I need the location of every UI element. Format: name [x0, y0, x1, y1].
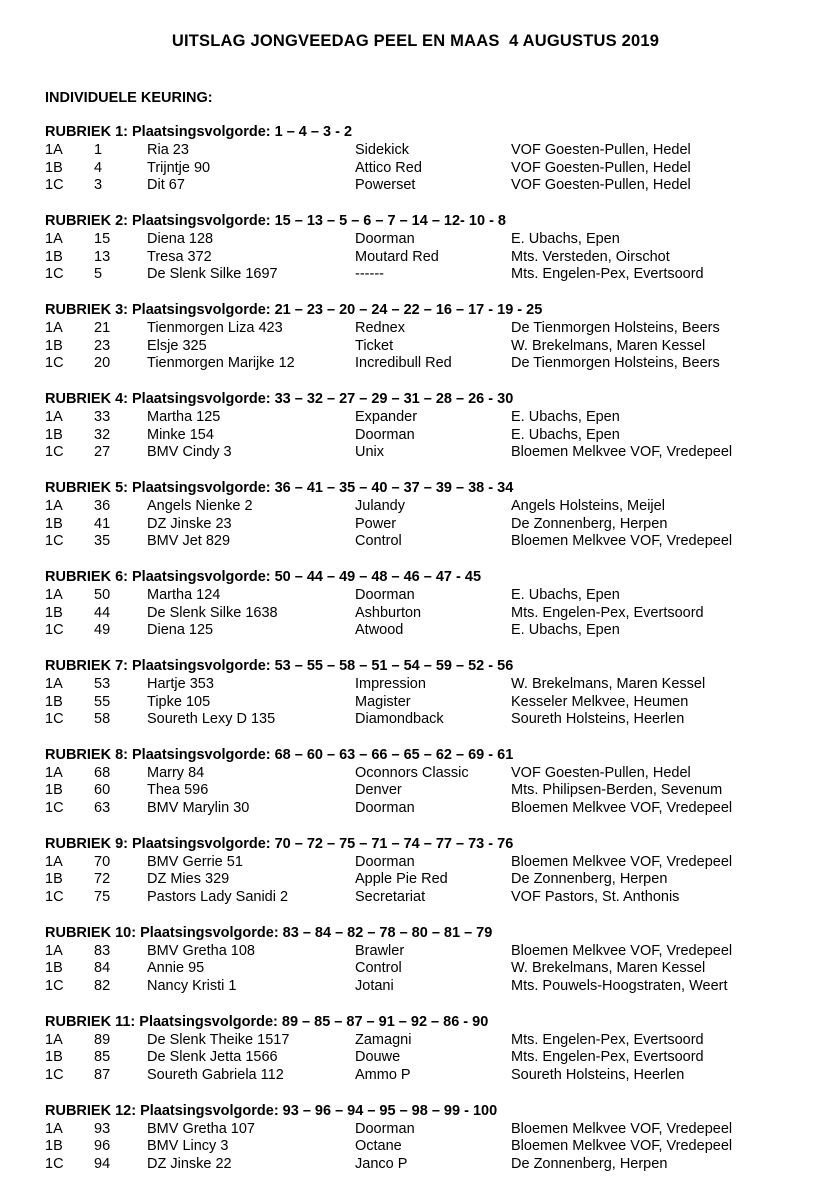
owner-cell: E. Ubachs, Epen — [511, 622, 620, 639]
result-row — [45, 960, 815, 978]
catalog-number-cell: 44 — [94, 604, 111, 621]
catalog-number-cell: 68 — [94, 764, 111, 781]
placement-cell: 1A — [45, 319, 63, 336]
sire-name-cell: Denver — [355, 782, 402, 799]
sire-name-cell: Oconnors Classic — [355, 764, 469, 781]
sire-name-cell: Attico Red — [355, 159, 422, 176]
placement-cell: 1B — [45, 604, 63, 621]
owner-cell: Mts. Engelen-Pex, Evertsoord — [511, 1031, 704, 1048]
owner-cell: W. Brekelmans, Maren Kessel — [511, 960, 706, 977]
result-row — [45, 943, 815, 961]
catalog-number-cell: 53 — [94, 675, 111, 692]
document-title: UITSLAG JONGVEEDAG PEEL EN MAAS 4 AUGUSTUS 2019 — [171, 32, 660, 50]
result-row — [45, 1032, 815, 1050]
placement-cell: 1C — [45, 978, 64, 995]
animal-name-cell: Tienmorgen Liza 423 — [147, 319, 283, 336]
animal-name-cell: Hartje 353 — [147, 675, 214, 692]
catalog-number-cell: 32 — [94, 426, 111, 443]
result-row — [45, 1121, 815, 1139]
owner-cell: VOF Goesten-Pullen, Hedel — [511, 764, 691, 781]
result-row — [45, 1067, 815, 1085]
rubriek-header: RUBRIEK 10: Plaatsingsvolgorde: 83 – 84 – 82 – 78 – 80 – 81 – 79 — [45, 924, 493, 941]
placement-cell: 1A — [45, 586, 63, 603]
owner-cell: Mts. Pouwels-Hoogstraten, Weert — [511, 978, 728, 995]
owner-cell: VOF Goesten-Pullen, Hedel — [511, 141, 691, 158]
result-row — [45, 160, 815, 178]
catalog-number-cell: 1 — [94, 141, 103, 158]
animal-name-cell: Soureth Gabriela 112 — [147, 1067, 284, 1084]
owner-cell: Mts. Engelen-Pex, Evertsoord — [511, 266, 704, 283]
result-row — [45, 1156, 815, 1174]
result-row — [45, 889, 815, 907]
placement-cell: 1B — [45, 1138, 63, 1155]
rubriek-section — [45, 836, 815, 907]
sire-name-cell: Doorman — [355, 1120, 415, 1137]
animal-name-cell: De Slenk Jetta 1566 — [147, 1049, 278, 1066]
rubriek-section — [45, 391, 815, 462]
sire-name-cell: Janco P — [355, 1156, 408, 1173]
rubriek-header: RUBRIEK 3: Plaatsingsvolgorde: 21 – 23 – 20 – 24 – 22 – 16 – 17 - 19 - 25 — [45, 301, 543, 318]
result-row — [45, 338, 815, 356]
animal-name-cell: Annie 95 — [147, 960, 205, 977]
catalog-number-cell: 83 — [94, 942, 111, 959]
catalog-number-cell: 33 — [94, 408, 111, 425]
placement-cell: 1B — [45, 248, 63, 265]
sire-name-cell: Incredibull Red — [355, 355, 452, 372]
animal-name-cell: De Slenk Silke 1638 — [147, 604, 278, 621]
owner-cell: Mts. Engelen-Pex, Evertsoord — [511, 1049, 704, 1066]
placement-cell: 1C — [45, 533, 64, 550]
catalog-number-cell: 4 — [94, 159, 103, 176]
sire-name-cell: Secretariat — [355, 889, 426, 906]
animal-name-cell: Nancy Kristi 1 — [147, 978, 237, 995]
sire-name-cell: Doorman — [355, 853, 415, 870]
placement-cell: 1A — [45, 764, 63, 781]
catalog-number-cell: 50 — [94, 586, 111, 603]
rubriek-list — [45, 124, 815, 1192]
animal-name-cell: BMV Cindy 3 — [147, 444, 232, 461]
animal-name-cell: Thea 596 — [147, 782, 209, 799]
animal-name-cell: BMV Lincy 3 — [147, 1138, 229, 1155]
sire-name-cell: Control — [355, 533, 402, 550]
animal-name-cell: Diena 128 — [147, 230, 214, 247]
owner-cell: Bloemen Melkvee VOF, Vredepeel — [511, 942, 733, 959]
result-row — [45, 605, 815, 623]
animal-name-cell: Minke 154 — [147, 426, 214, 443]
sire-name-cell: Doorman — [355, 426, 415, 443]
result-row — [45, 266, 815, 284]
sire-name-cell: Expander — [355, 408, 418, 425]
sire-name-cell: Doorman — [355, 800, 415, 817]
rubriek-header: RUBRIEK 6: Plaatsingsvolgorde: 50 – 44 – 49 – 48 – 46 – 47 - 45 — [45, 568, 482, 585]
catalog-number-cell: 3 — [94, 177, 103, 194]
owner-cell: Angels Holsteins, Meijel — [511, 497, 665, 514]
placement-cell: 1A — [45, 853, 63, 870]
owner-cell: Bloemen Melkvee VOF, Vredepeel — [511, 533, 733, 550]
catalog-number-cell: 93 — [94, 1120, 111, 1137]
owner-cell: De Tienmorgen Holsteins, Beers — [511, 355, 720, 372]
placement-cell: 1B — [45, 426, 63, 443]
result-row — [45, 978, 815, 996]
owner-cell: VOF Goesten-Pullen, Hedel — [511, 159, 691, 176]
catalog-number-cell: 49 — [94, 622, 111, 639]
result-row — [45, 142, 815, 160]
result-row — [45, 800, 815, 818]
rubriek-section — [45, 658, 815, 729]
animal-name-cell: DZ Mies 329 — [147, 871, 230, 888]
animal-name-cell: Soureth Lexy D 135 — [147, 711, 276, 728]
result-row — [45, 177, 815, 195]
owner-cell: Soureth Holsteins, Heerlen — [511, 1067, 685, 1084]
sire-name-cell: Unix — [355, 444, 385, 461]
placement-cell: 1B — [45, 159, 63, 176]
result-row — [45, 765, 815, 783]
rubriek-header: RUBRIEK 5: Plaatsingsvolgorde: 36 – 41 – 35 – 40 – 37 – 39 – 38 - 34 — [45, 479, 514, 496]
animal-name-cell: Dit 67 — [147, 177, 185, 194]
sire-name-cell: Powerset — [355, 177, 416, 194]
catalog-number-cell: 96 — [94, 1138, 111, 1155]
owner-cell: Bloemen Melkvee VOF, Vredepeel — [511, 853, 733, 870]
catalog-number-cell: 15 — [94, 230, 111, 247]
sire-name-cell: Ammo P — [355, 1067, 411, 1084]
result-row — [45, 355, 815, 373]
placement-cell: 1C — [45, 1156, 64, 1173]
animal-name-cell: DZ Jinske 23 — [147, 515, 232, 532]
result-row — [45, 711, 815, 729]
sire-name-cell: Doorman — [355, 586, 415, 603]
owner-cell: Mts. Engelen-Pex, Evertsoord — [511, 604, 704, 621]
result-row — [45, 249, 815, 267]
catalog-number-cell: 20 — [94, 355, 111, 372]
result-row — [45, 676, 815, 694]
animal-name-cell: BMV Marylin 30 — [147, 800, 250, 817]
placement-cell: 1C — [45, 444, 64, 461]
animal-name-cell: Marry 84 — [147, 764, 205, 781]
animal-name-cell: Trijntje 90 — [147, 159, 211, 176]
animal-name-cell: BMV Gretha 107 — [147, 1120, 255, 1137]
placement-cell: 1B — [45, 337, 63, 354]
rubriek-section — [45, 569, 815, 640]
result-row — [45, 320, 815, 338]
rubriek-section — [45, 1103, 815, 1174]
animal-name-cell: De Slenk Silke 1697 — [147, 266, 278, 283]
sire-name-cell: Atwood — [355, 622, 404, 639]
catalog-number-cell: 58 — [94, 711, 111, 728]
placement-cell: 1C — [45, 266, 64, 283]
animal-name-cell: Pastors Lady Sanidi 2 — [147, 889, 289, 906]
animal-name-cell: Diena 125 — [147, 622, 214, 639]
rubriek-section — [45, 480, 815, 551]
catalog-number-cell: 82 — [94, 978, 111, 995]
animal-name-cell: Angels Nienke 2 — [147, 497, 253, 514]
owner-cell: E. Ubachs, Epen — [511, 408, 620, 425]
result-row — [45, 587, 815, 605]
placement-cell: 1C — [45, 622, 64, 639]
rubriek-section — [45, 1014, 815, 1085]
sire-name-cell: Doorman — [355, 230, 415, 247]
rubriek-header: RUBRIEK 11: Plaatsingsvolgorde: 89 – 85 – 87 – 91 – 92 – 86 - 90 — [45, 1013, 489, 1030]
owner-cell: E. Ubachs, Epen — [511, 586, 620, 603]
rubriek-header: RUBRIEK 2: Plaatsingsvolgorde: 15 – 13 – 5 – 6 – 7 – 14 – 12- 10 - 8 — [45, 212, 506, 229]
result-row — [45, 516, 815, 534]
catalog-number-cell: 27 — [94, 444, 111, 461]
result-row — [45, 871, 815, 889]
placement-cell: 1C — [45, 177, 64, 194]
placement-cell: 1B — [45, 960, 63, 977]
sire-name-cell: Sidekick — [355, 141, 409, 158]
rubriek-section — [45, 302, 815, 373]
owner-cell: De Zonnenberg, Herpen — [511, 871, 668, 888]
sire-name-cell: Apple Pie Red — [355, 871, 448, 888]
rubriek-section — [45, 124, 815, 195]
rubriek-header: RUBRIEK 9: Plaatsingsvolgorde: 70 – 72 – 75 – 71 – 74 – 77 – 73 - 76 — [45, 835, 514, 852]
catalog-number-cell: 84 — [94, 960, 111, 977]
catalog-number-cell: 89 — [94, 1031, 111, 1048]
catalog-number-cell: 94 — [94, 1156, 111, 1173]
sire-name-cell: Octane — [355, 1138, 402, 1155]
catalog-number-cell: 23 — [94, 337, 111, 354]
animal-name-cell: Ria 23 — [147, 141, 189, 158]
owner-cell: E. Ubachs, Epen — [511, 230, 620, 247]
placement-cell: 1C — [45, 800, 64, 817]
placement-cell: 1C — [45, 355, 64, 372]
animal-name-cell: BMV Gretha 108 — [147, 942, 255, 959]
animal-name-cell: Tipke 105 — [147, 693, 211, 710]
catalog-number-cell: 21 — [94, 319, 111, 336]
result-row — [45, 694, 815, 712]
result-row — [45, 444, 815, 462]
result-row — [45, 622, 815, 640]
placement-cell: 1B — [45, 782, 63, 799]
sire-name-cell: Brawler — [355, 942, 405, 959]
catalog-number-cell: 72 — [94, 871, 111, 888]
rubriek-section — [45, 747, 815, 818]
placement-cell: 1B — [45, 693, 63, 710]
placement-cell: 1A — [45, 230, 63, 247]
placement-cell: 1C — [45, 889, 64, 906]
sire-name-cell: Jotani — [355, 978, 394, 995]
rubriek-header: RUBRIEK 1: Plaatsingsvolgorde: 1 – 4 – 3 - 2 — [45, 124, 353, 140]
owner-cell: E. Ubachs, Epen — [511, 426, 620, 443]
catalog-number-cell: 36 — [94, 497, 111, 514]
animal-name-cell: Elsje 325 — [147, 337, 207, 354]
catalog-number-cell: 35 — [94, 533, 111, 550]
animal-name-cell: DZ Jinske 22 — [147, 1156, 232, 1173]
sire-name-cell: Julandy — [355, 497, 405, 514]
rubriek-header: RUBRIEK 12: Plaatsingsvolgorde: 93 – 96 – 94 – 95 – 98 – 99 - 100 — [45, 1102, 498, 1119]
placement-cell: 1B — [45, 515, 63, 532]
owner-cell: VOF Pastors, St. Anthonis — [511, 889, 680, 906]
animal-name-cell: Tresa 372 — [147, 248, 212, 265]
result-row — [45, 409, 815, 427]
owner-cell: Mts. Philipsen-Berden, Sevenum — [511, 782, 723, 799]
animal-name-cell: Martha 124 — [147, 586, 221, 603]
catalog-number-cell: 5 — [94, 266, 103, 283]
placement-cell: 1A — [45, 1120, 63, 1137]
sire-name-cell: Diamondback — [355, 711, 444, 728]
owner-cell: Mts. Versteden, Oirschot — [511, 248, 670, 265]
result-row — [45, 1049, 815, 1067]
catalog-number-cell: 85 — [94, 1049, 111, 1066]
owner-cell: Kesseler Melkvee, Heumen — [511, 693, 689, 710]
placement-cell: 1C — [45, 1067, 64, 1084]
placement-cell: 1B — [45, 1049, 63, 1066]
placement-cell: 1A — [45, 675, 63, 692]
catalog-number-cell: 70 — [94, 853, 111, 870]
owner-cell: W. Brekelmans, Maren Kessel — [511, 337, 706, 354]
rubriek-header: RUBRIEK 8: Plaatsingsvolgorde: 68 – 60 – 63 – 66 – 65 – 62 – 69 - 61 — [45, 746, 514, 763]
sire-name-cell: Ashburton — [355, 604, 422, 621]
sire-name-cell: Douwe — [355, 1049, 401, 1066]
sire-name-cell: Rednex — [355, 319, 405, 336]
catalog-number-cell: 87 — [94, 1067, 111, 1084]
owner-cell: Bloemen Melkvee VOF, Vredepeel — [511, 1138, 733, 1155]
placement-cell: 1A — [45, 1031, 63, 1048]
catalog-number-cell: 41 — [94, 515, 111, 532]
rubriek-header: RUBRIEK 7: Plaatsingsvolgorde: 53 – 55 – 58 – 51 – 54 – 59 – 52 - 56 — [45, 657, 514, 674]
placement-cell: 1B — [45, 871, 63, 888]
owner-cell: Bloemen Melkvee VOF, Vredepeel — [511, 1120, 733, 1137]
animal-name-cell: Tienmorgen Marijke 12 — [147, 355, 295, 372]
result-row — [45, 854, 815, 872]
placement-cell: 1A — [45, 141, 63, 158]
rubriek-section — [45, 925, 815, 996]
animal-name-cell: BMV Jet 829 — [147, 533, 231, 550]
rubriek-section — [45, 213, 815, 284]
placement-cell: 1C — [45, 711, 64, 728]
catalog-number-cell: 63 — [94, 800, 111, 817]
rubriek-header: RUBRIEK 4: Plaatsingsvolgorde: 33 – 32 – 27 – 29 – 31 – 28 – 26 - 30 — [45, 390, 514, 407]
sire-name-cell: Control — [355, 960, 402, 977]
animal-name-cell: Martha 125 — [147, 408, 221, 425]
owner-cell: W. Brekelmans, Maren Kessel — [511, 675, 706, 692]
result-row — [45, 231, 815, 249]
owner-cell: Bloemen Melkvee VOF, Vredepeel — [511, 800, 733, 817]
sire-name-cell: Ticket — [355, 337, 394, 354]
catalog-number-cell: 60 — [94, 782, 111, 799]
placement-cell: 1A — [45, 942, 63, 959]
owner-cell: De Tienmorgen Holsteins, Beers — [511, 319, 720, 336]
section-heading: INDIVIDUELE KEURING: — [45, 90, 213, 106]
catalog-number-cell: 55 — [94, 693, 111, 710]
sire-name-cell: Moutard Red — [355, 248, 439, 265]
sire-name-cell: ------ — [355, 266, 384, 283]
catalog-number-cell: 13 — [94, 248, 111, 265]
result-row — [45, 1138, 815, 1156]
placement-cell: 1A — [45, 497, 63, 514]
sire-name-cell: Power — [355, 515, 397, 532]
owner-cell: Soureth Holsteins, Heerlen — [511, 711, 685, 728]
result-row — [45, 427, 815, 445]
result-row — [45, 498, 815, 516]
animal-name-cell: BMV Gerrie 51 — [147, 853, 243, 870]
placement-cell: 1A — [45, 408, 63, 425]
result-row — [45, 782, 815, 800]
owner-cell: De Zonnenberg, Herpen — [511, 515, 668, 532]
owner-cell: Bloemen Melkvee VOF, Vredepeel — [511, 444, 733, 461]
sire-name-cell: Impression — [355, 675, 426, 692]
owner-cell: VOF Goesten-Pullen, Hedel — [511, 177, 691, 194]
result-row — [45, 533, 815, 551]
sire-name-cell: Zamagni — [355, 1031, 412, 1048]
catalog-number-cell: 75 — [94, 889, 111, 906]
animal-name-cell: De Slenk Theike 1517 — [147, 1031, 290, 1048]
sire-name-cell: Magister — [355, 693, 411, 710]
owner-cell: De Zonnenberg, Herpen — [511, 1156, 668, 1173]
